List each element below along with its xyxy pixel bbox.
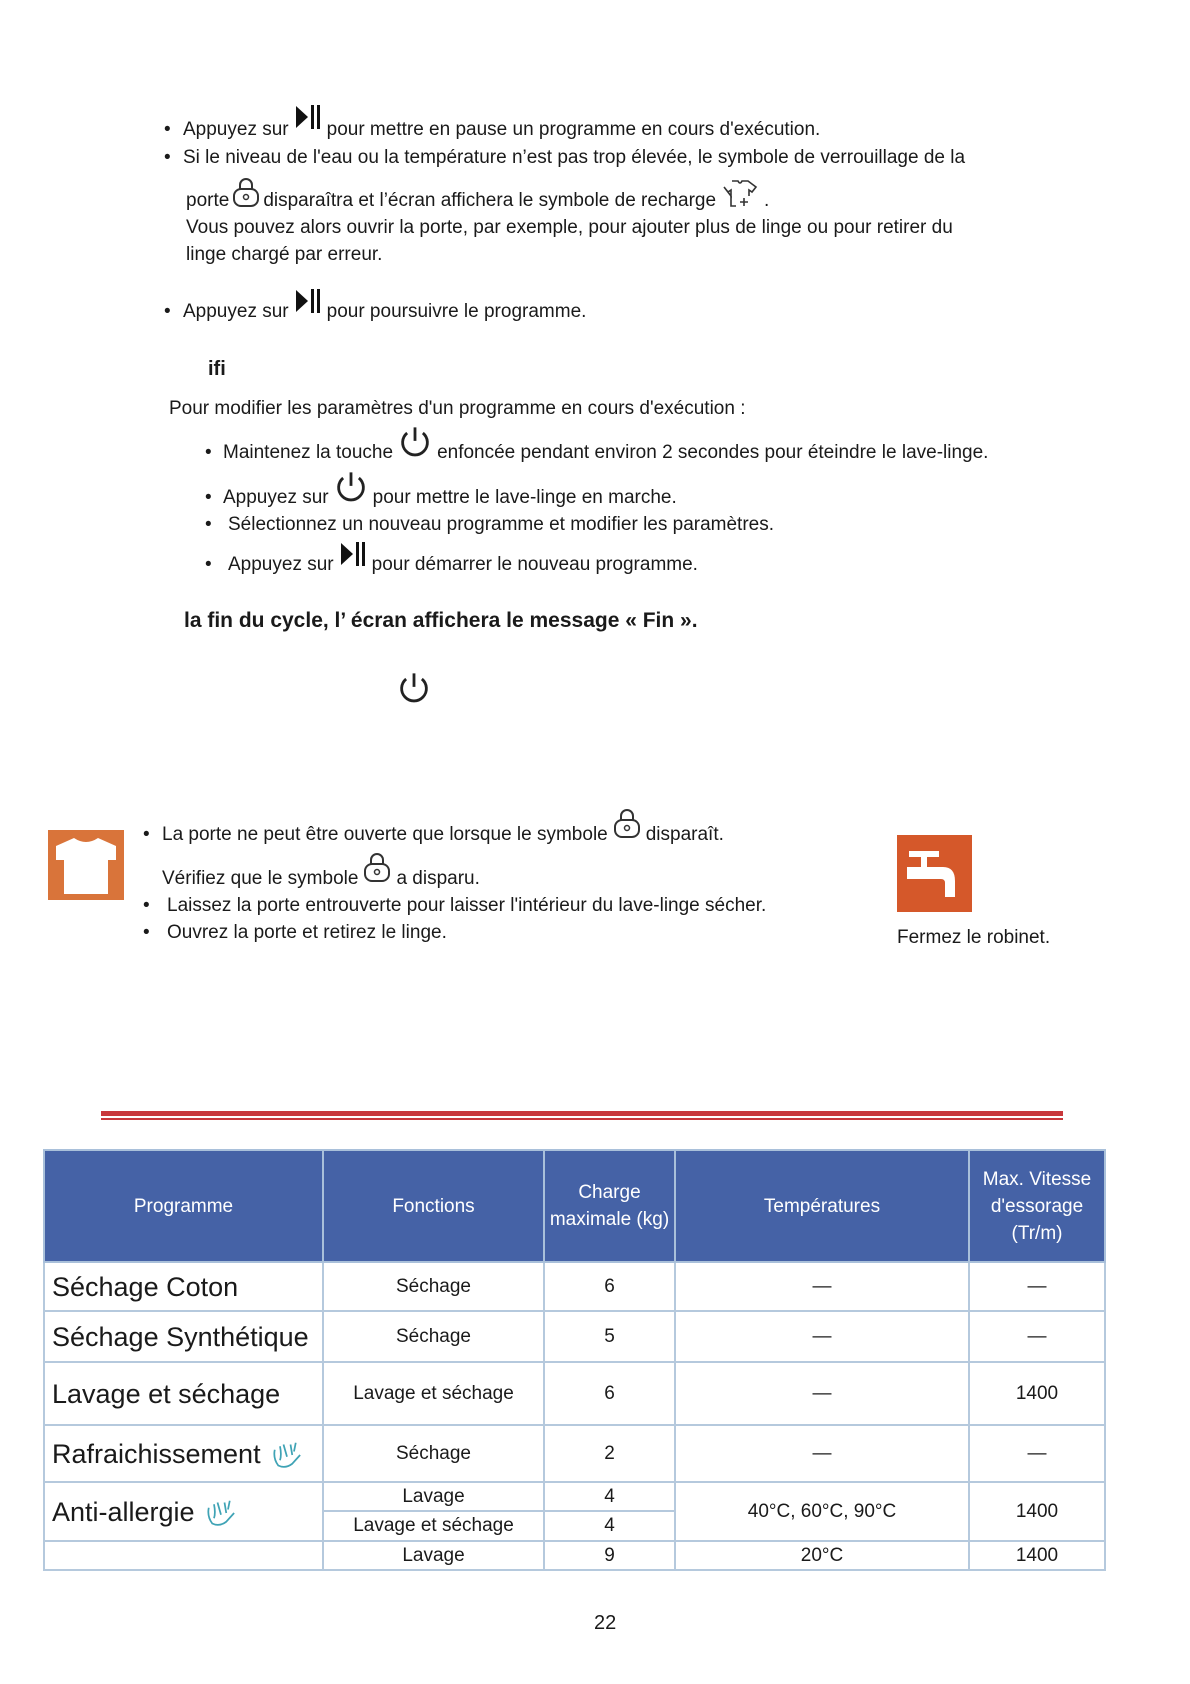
text: Vous pouvez alors ouvrir la porte, par exemple, pour ajouter plus de linge ou pour retirer du [186, 217, 953, 238]
table-row [44, 1425, 1105, 1482]
cell-temp: — [675, 1262, 969, 1311]
play-pause-icon [293, 287, 323, 317]
cell-speed: — [969, 1311, 1105, 1362]
step: Sélectionnez un nouveau programme et modifier les paramètres. [228, 514, 775, 535]
cell-fonction: Séchage [323, 1425, 544, 1482]
step [228, 553, 698, 577]
cell-speed: 1400 [969, 1541, 1105, 1570]
cell-temp: — [675, 1362, 969, 1425]
text: disparaîtra et l’écran affichera le symbole de recharge [263, 190, 717, 211]
cell-temp: 40°C, 60°C, 90°C [675, 1482, 969, 1541]
divider [101, 1118, 1063, 1120]
header-programme: Programme [44, 1150, 323, 1262]
text: porte [186, 190, 230, 211]
tap-caption: Fermez le robinet. [897, 927, 1051, 948]
text: enfoncée pendant environ 2 secondes pour éteindre le lave-linge. [437, 442, 989, 463]
cell-charge: 4 [544, 1511, 675, 1541]
cell-temp: — [675, 1311, 969, 1362]
programme-table [43, 1149, 1106, 1571]
text: pour mettre le lave-linge en marche. [372, 487, 677, 508]
door-info [162, 867, 480, 891]
bullet: • [205, 554, 212, 575]
table-row [44, 1482, 1105, 1511]
text: linge chargé par erreur. [186, 244, 383, 265]
cell-temp: — [675, 1425, 969, 1482]
step [223, 486, 677, 510]
table-header [44, 1150, 1105, 1262]
cell-charge: 9 [544, 1541, 675, 1570]
cell-charge: 6 [544, 1362, 675, 1425]
text: disparaît. [645, 824, 724, 845]
water-tap-icon [897, 835, 972, 912]
table-row [44, 1262, 1105, 1311]
text: Appuyez sur [228, 554, 334, 575]
bullet: • [143, 895, 150, 916]
cell-speed: — [969, 1262, 1105, 1311]
bullet: • [205, 514, 212, 535]
text: Appuyez sur [183, 301, 289, 322]
cell-fonction: Séchage [323, 1311, 544, 1362]
step [223, 441, 988, 465]
bullet: • [164, 147, 171, 168]
door-lock-icon [612, 806, 642, 840]
cell-charge: 2 [544, 1425, 675, 1482]
text: . [764, 190, 770, 211]
power-icon [397, 424, 433, 460]
door-lock-icon [362, 850, 392, 884]
text: La porte ne peut être ouverte que lorsque le symbole [162, 824, 608, 845]
bullet: • [205, 487, 212, 508]
shirt-icon [48, 830, 124, 900]
cell-fonction: Lavage [323, 1541, 544, 1570]
door-info [162, 823, 724, 847]
cell-programme [44, 1541, 323, 1570]
text: Vérifiez que le symbole [162, 868, 359, 889]
text: pour poursuivre le programme. [326, 301, 587, 322]
text: Rafraichissement [52, 1438, 261, 1469]
bullet: • [143, 922, 150, 943]
text: Ouvrez la porte et retirez le linge. [167, 922, 447, 943]
text: pour mettre en pause un programme en cours d'exécution. [326, 119, 821, 140]
table-row [44, 1362, 1105, 1425]
header-vitesse: Max. Vitesse d'essorage (Tr/m) [969, 1150, 1105, 1262]
cell-fonction: Séchage [323, 1262, 544, 1311]
text: Pour modifier les paramètres d'un programme en cours d'exécution : [169, 398, 746, 419]
text: Anti-allergie [52, 1496, 195, 1527]
power-icon [333, 469, 369, 505]
text: Maintenez la touche [223, 442, 394, 463]
cell-temp: 20°C [675, 1541, 969, 1570]
cell-charge: 5 [544, 1311, 675, 1362]
cell-fonction: Lavage [323, 1482, 544, 1511]
page-number: 22 [594, 1612, 617, 1634]
hand-wash-icon [204, 1499, 238, 1527]
cell-charge: 6 [544, 1262, 675, 1311]
cell-programme [44, 1425, 323, 1482]
cell-speed: — [969, 1425, 1105, 1482]
header-temperatures: Températures [675, 1150, 969, 1262]
cell-charge: 4 [544, 1482, 675, 1511]
resume-instruction [183, 300, 586, 324]
header-charge: Charge maximale (kg) [544, 1150, 675, 1262]
text: a disparu. [396, 868, 480, 889]
section-heading: ifi [208, 358, 226, 380]
cell-programme: Séchage Synthétique [44, 1311, 323, 1362]
bullet: • [164, 301, 171, 322]
text: Appuyez sur [183, 119, 289, 140]
cell-speed: 1400 [969, 1362, 1105, 1425]
lock-info-line [186, 189, 769, 213]
play-pause-icon [293, 103, 323, 133]
divider [101, 1111, 1063, 1116]
table-row [44, 1541, 1105, 1570]
pause-instruction [183, 118, 820, 142]
cell-programme: Séchage Coton [44, 1262, 323, 1311]
cell-fonction: Lavage et séchage [323, 1362, 544, 1425]
hand-wash-icon [270, 1441, 304, 1469]
header-fonctions: Fonctions [323, 1150, 544, 1262]
section-heading: la fin du cycle, l’ écran affichera le message « Fin ». [184, 609, 698, 632]
cell-programme [44, 1482, 323, 1541]
text: pour démarrer le nouveau programme. [371, 554, 698, 575]
bullet: • [143, 824, 150, 845]
table-row [44, 1311, 1105, 1362]
add-laundry-icon [720, 178, 760, 210]
door-lock-icon [231, 176, 261, 208]
lock-info-line: Si le niveau de l'eau ou la température n’est pas trop élevée, le symbole de verrouillage de la [183, 147, 966, 168]
cell-fonction: Lavage et séchage [323, 1511, 544, 1541]
cell-programme: Lavage et séchage [44, 1362, 323, 1425]
power-icon [396, 670, 432, 706]
cell-speed: 1400 [969, 1482, 1105, 1541]
text: Laissez la porte entrouverte pour laisser l'intérieur du lave-linge sécher. [167, 895, 767, 916]
text: Appuyez sur [223, 487, 329, 508]
play-pause-icon [338, 540, 368, 570]
bullet: • [205, 442, 212, 463]
bullet: • [164, 119, 171, 140]
